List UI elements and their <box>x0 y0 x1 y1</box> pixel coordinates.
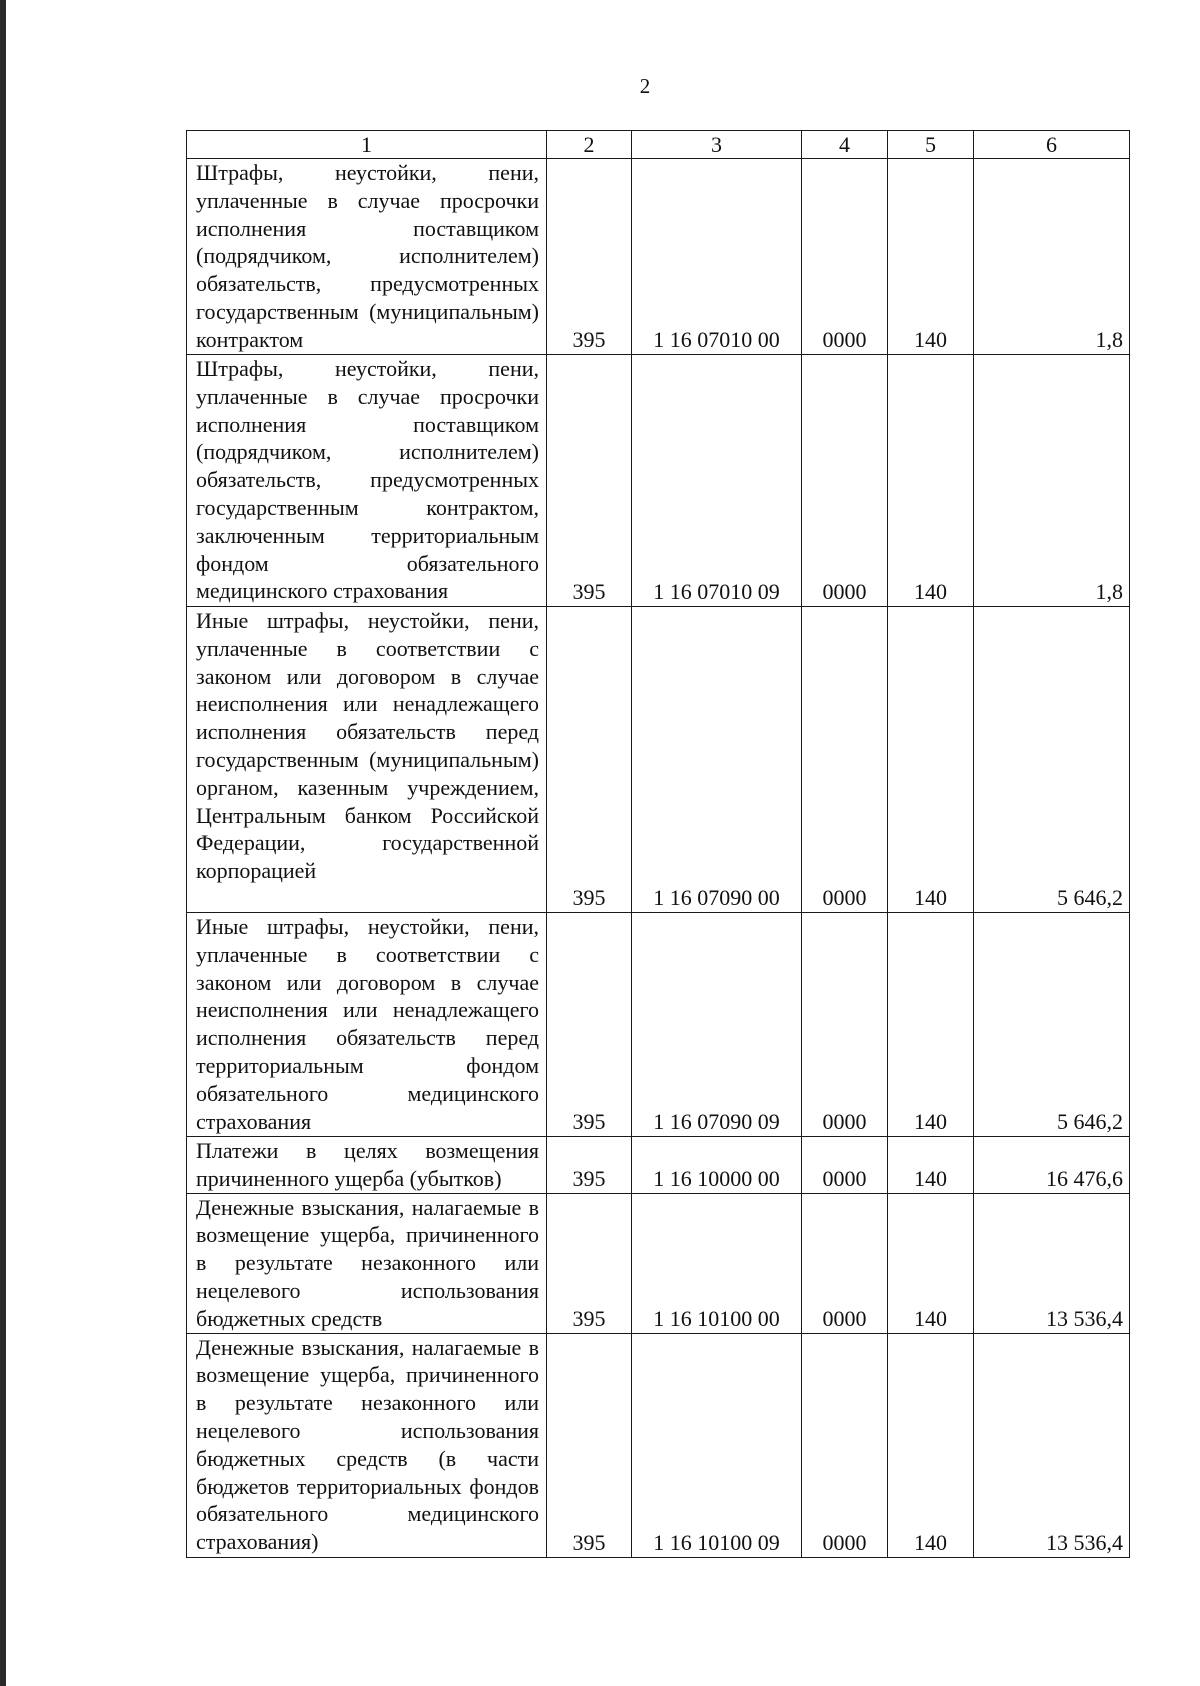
table-row <box>187 159 1130 355</box>
table-row <box>187 1193 1130 1333</box>
row-description: Иные штрафы, неустойки, пени, уплаченные в соответствии с законом или договором в случае неисполнения или ненадлежащего исполнения обязательств перед территориальным фондом обязательного медицинского страхования <box>187 913 547 1137</box>
column-header-6: 6 <box>974 131 1130 159</box>
row-admin-code: 395 <box>547 913 632 1137</box>
row-revenue-code: 1 16 10100 09 <box>632 1333 802 1557</box>
row-subcode: 0000 <box>802 1137 888 1194</box>
row-kosgu: 140 <box>888 913 974 1137</box>
row-admin-code: 395 <box>547 159 632 355</box>
table-row <box>187 607 1130 913</box>
row-kosgu: 140 <box>888 355 974 607</box>
row-admin-code: 395 <box>547 1193 632 1333</box>
row-revenue-code: 1 16 10100 00 <box>632 1193 802 1333</box>
row-admin-code: 395 <box>547 1333 632 1557</box>
table-row <box>187 1137 1130 1194</box>
row-description: Штрафы, неустойки, пени, уплаченные в случае просрочки исполнения поставщиком (подрядчиком, исполнителем) обязательств, предусмотренных государственным контрактом, заключенным территориальным фондом обязательного медицинского страхования <box>187 355 547 607</box>
row-subcode: 0000 <box>802 159 888 355</box>
row-revenue-code: 1 16 10000 00 <box>632 1137 802 1194</box>
row-revenue-code: 1 16 07010 09 <box>632 355 802 607</box>
row-amount: 5 646,2 <box>974 607 1130 913</box>
row-amount: 16 476,6 <box>974 1137 1130 1194</box>
row-amount: 5 646,2 <box>974 913 1130 1137</box>
row-revenue-code: 1 16 07010 00 <box>632 159 802 355</box>
row-revenue-code: 1 16 07090 00 <box>632 607 802 913</box>
table-row <box>187 913 1130 1137</box>
page-number: 2 <box>639 74 651 98</box>
row-admin-code: 395 <box>547 1137 632 1194</box>
row-amount: 1,8 <box>974 355 1130 607</box>
row-amount: 13 536,4 <box>974 1333 1130 1557</box>
row-description: Иные штрафы, неустойки, пени, уплаченные в соответствии с законом или договором в случае неисполнения или ненадлежащего исполнения обязательств перед государственным (муниципальным) органом, казенным учреждением, Центральным банком Российской Федерации, государственной корпорацией <box>187 607 547 913</box>
row-admin-code: 395 <box>547 355 632 607</box>
scan-edge <box>0 0 6 1686</box>
row-amount: 1,8 <box>974 159 1130 355</box>
row-description: Платежи в целях возмещения причиненного ущерба (убытков) <box>187 1137 547 1194</box>
row-subcode: 0000 <box>802 1333 888 1557</box>
row-subcode: 0000 <box>802 607 888 913</box>
row-kosgu: 140 <box>888 1333 974 1557</box>
column-header-2: 2 <box>547 131 632 159</box>
revenue-table <box>186 130 1130 1558</box>
row-amount: 13 536,4 <box>974 1193 1130 1333</box>
row-admin-code: 395 <box>547 607 632 913</box>
row-kosgu: 140 <box>888 1193 974 1333</box>
table-header-row <box>187 131 1130 159</box>
row-description: Штрафы, неустойки, пени, уплаченные в случае просрочки исполнения поставщиком (подрядчиком, исполнителем) обязательств, предусмотренных государственным (муниципальным) контрактом <box>187 159 547 355</box>
column-header-3: 3 <box>632 131 802 159</box>
column-header-5: 5 <box>888 131 974 159</box>
column-header-1: 1 <box>187 131 547 159</box>
row-subcode: 0000 <box>802 913 888 1137</box>
row-subcode: 0000 <box>802 355 888 607</box>
row-kosgu: 140 <box>888 1137 974 1194</box>
table-row <box>187 355 1130 607</box>
row-description: Денежные взыскания, налагаемые в возмещение ущерба, причиненного в результате незаконного или нецелевого использования бюджетных средств (в части бюджетов территориальных фондов обязательного медицинского страхования) <box>187 1333 547 1557</box>
column-header-4: 4 <box>802 131 888 159</box>
row-revenue-code: 1 16 07090 09 <box>632 913 802 1137</box>
table-row <box>187 1333 1130 1557</box>
row-subcode: 0000 <box>802 1193 888 1333</box>
row-kosgu: 140 <box>888 607 974 913</box>
row-kosgu: 140 <box>888 159 974 355</box>
row-description: Денежные взыскания, налагаемые в возмещение ущерба, причиненного в результате незаконного или нецелевого использования бюджетных средств <box>187 1193 547 1333</box>
